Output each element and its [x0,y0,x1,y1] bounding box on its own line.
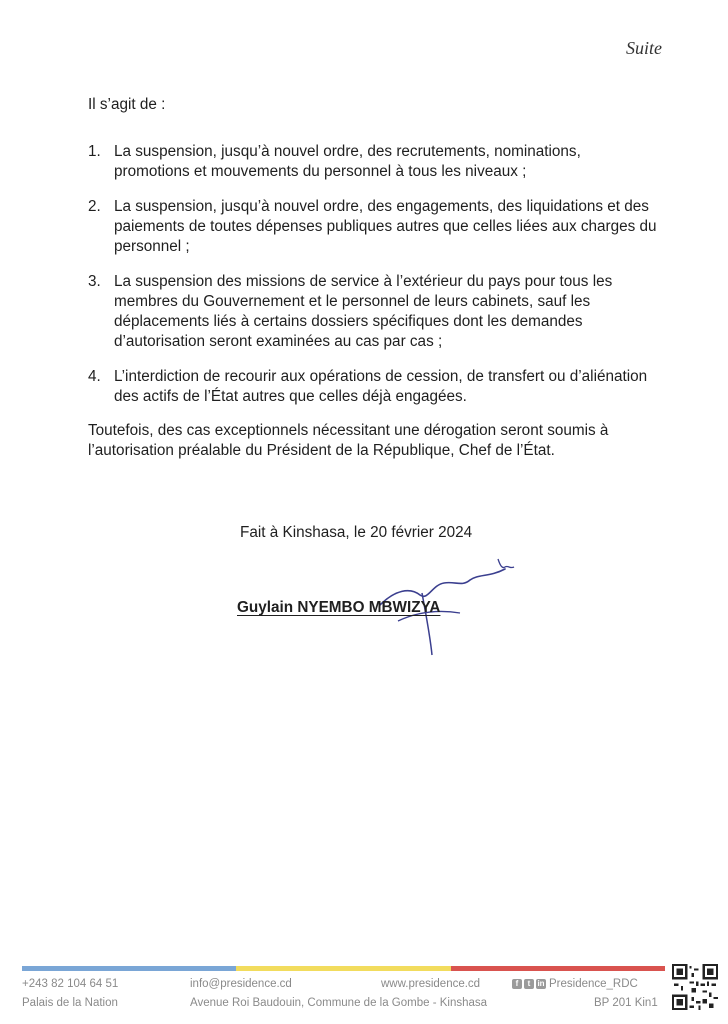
list-item-text: La suspension, jusqu’à nouvel ordre, des engagements, des liquidations et des paiements de toutes dépenses publiques autres que celles liées aux charges du personnel ; [114,198,657,255]
facebook-icon[interactable]: f [512,979,522,989]
footer-row-contacts [22,978,665,994]
intro-text: Il s’agit de : [88,96,166,113]
list-item-number: 1. [88,143,101,160]
footer-bar-red [451,966,665,971]
footer-social-handle: Presidence_RDC [549,978,638,990]
list-item-text: La suspension des missions de service à l’extérieur du pays pour tous les membres du Gouvernement et le personnel de leurs cabinets, sauf les déplacements liés à certains dossiers spécifiques dont les demandes d’autorisation seront examinées au cas par cas ; [114,273,613,350]
suite-label: Suite [626,38,662,58]
footer-po-box: BP 201 Kin1 [594,997,658,1009]
signer-name: Guylain NYEMBO MBWIZYA [237,599,441,616]
qr-code-icon [672,964,718,1010]
footer-place: Palais de la Nation [22,997,118,1009]
list-item-text: La suspension, jusqu’à nouvel ordre, des recrutements, nominations, promotions et mouvements du personnel à tous les niveaux ; [114,143,581,180]
footer-bar-yellow [236,966,450,971]
list-item-number: 3. [88,273,101,290]
footer-website[interactable]: www.presidence.cd [381,978,481,990]
footer-email[interactable]: info@presidence.cd [190,978,292,990]
footer-phone: +243 82 104 64 51 [22,978,119,990]
list-item [88,272,660,352]
list-item-number: 2. [88,198,101,215]
list-item-number: 4. [88,368,101,385]
twitter-icon[interactable]: t [524,979,534,989]
list-item [88,367,660,407]
closing-paragraph: Toutefois, des cas exceptionnels nécessitant une dérogation seront soumis à l’autorisation préalable du Président de la République, Chef de l’État. [88,422,609,459]
footer-address: Avenue Roi Baudouin, Commune de la Gombe - Kinshasa [190,997,488,1009]
place-date: Fait à Kinshasa, le 20 février 2024 [240,524,473,541]
footer-social [512,978,638,990]
footer-color-bar [22,966,665,971]
footer-row-address [22,997,665,1013]
list-item [88,142,660,182]
list-item [88,197,660,257]
list-item-text: L’interdiction de recourir aux opérations de cession, de transfert ou d’aliénation des actifs de l’État autres que celles déjà engagées. [114,368,648,405]
footer-bar-blue [22,966,236,971]
linkedin-icon[interactable]: in [537,978,545,988]
measures-list [88,142,660,422]
